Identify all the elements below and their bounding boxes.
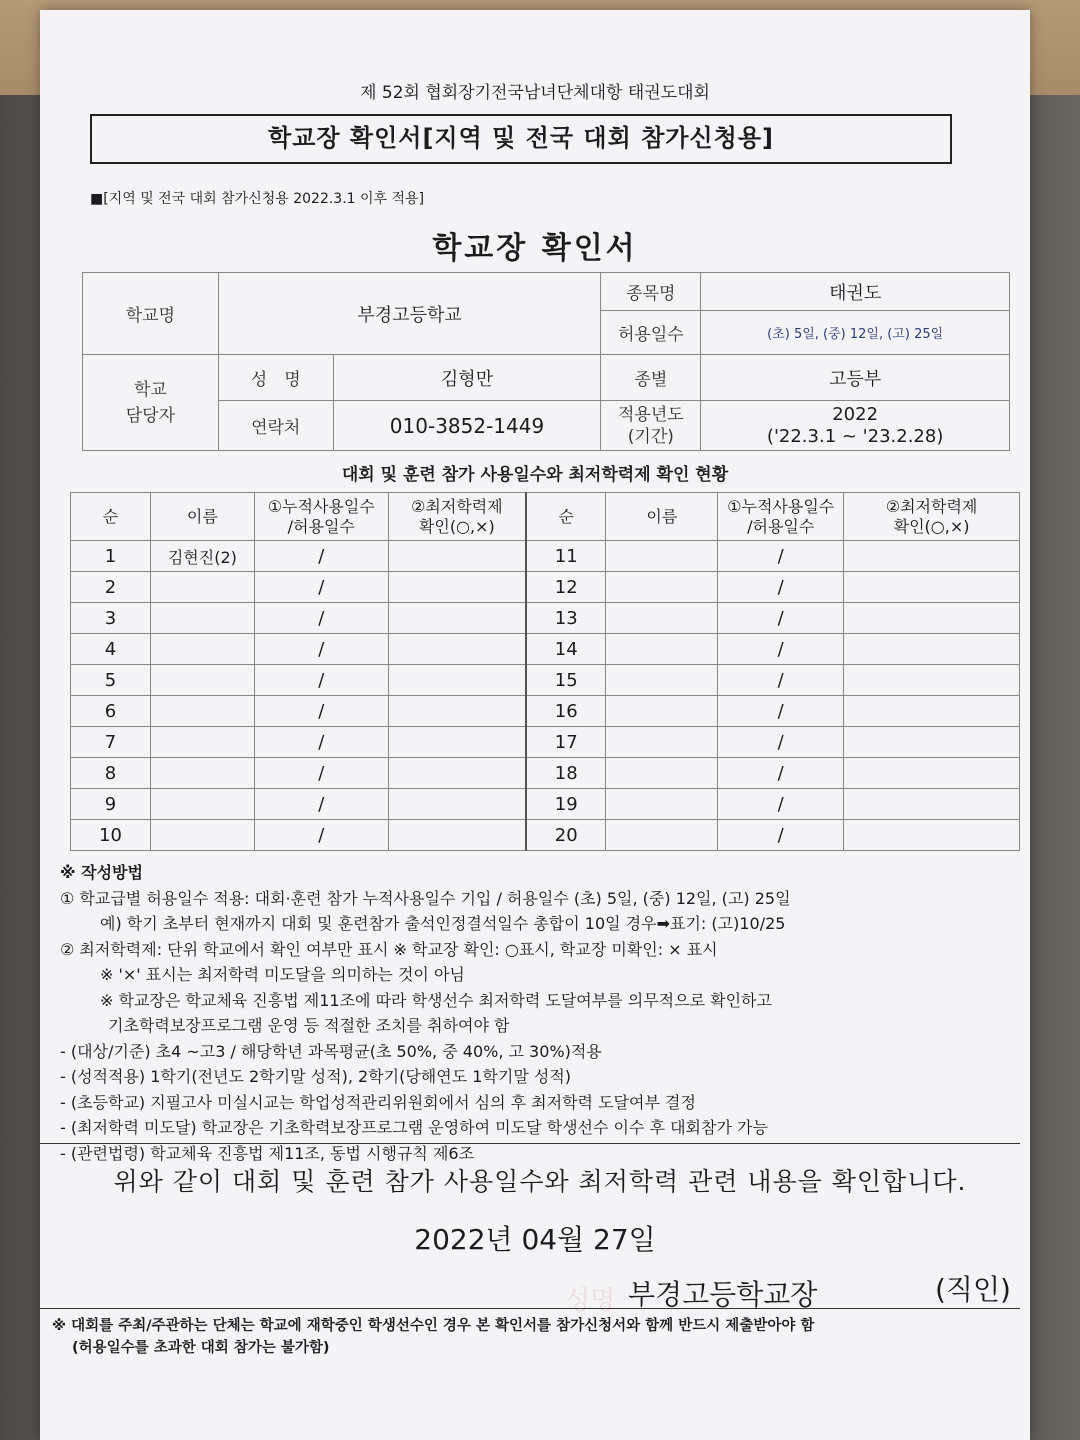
- document-paper: [40, 10, 1030, 1440]
- row-no: 9: [71, 789, 151, 820]
- table-row: [71, 758, 1020, 789]
- row-days: /: [718, 572, 844, 603]
- row-name: [606, 820, 718, 851]
- footer-line: (허용일수를 초과한 대회 참가는 불가함): [72, 1340, 330, 1356]
- allowed-days-value: (초) 5일, (중) 12일, (고) 25일: [701, 311, 1010, 355]
- issue-date: 2022년 04월 27일: [414, 1223, 656, 1256]
- manager-name-value: 김형만: [333, 355, 601, 401]
- row-name: [606, 789, 718, 820]
- row-no: 11: [526, 541, 606, 572]
- header-days: ①누적사용일수 /허용일수: [254, 493, 388, 541]
- instruction-line: - (최저학력 미도달) 학교장은 기초학력보장프로그램 운영하여 미도달 학생선수 이수 후 대회참가 가능: [60, 1118, 768, 1137]
- row-no: 20: [526, 820, 606, 851]
- participants-table: [70, 492, 1020, 851]
- row-check: [388, 758, 526, 789]
- instruction-line: - (관련법령) 학교체육 진흥법 제11조, 동법 시행규칙 제6조: [60, 1143, 475, 1163]
- row-check: [388, 789, 526, 820]
- table-row: [71, 603, 1020, 634]
- row-name: [150, 820, 254, 851]
- instruction-line: ※ '×' 표시는 최저학력 미도달을 의미하는 것이 아님: [100, 965, 465, 984]
- header-check: ②최저학력제 확인(○,×): [844, 493, 1020, 541]
- year-value: 2022 ('22.3.1 ~ '23.2.28): [701, 401, 1010, 451]
- row-check: [844, 572, 1020, 603]
- table-row: [71, 727, 1020, 758]
- row-no: 16: [526, 696, 606, 727]
- instructions: [60, 860, 1020, 1166]
- title-box: 학교장 확인서[지역 및 전국 대회 참가신청용]: [90, 114, 952, 164]
- instruction-line: - (대상/기준) 초4 ~고3 / 해당학년 과목평균(초 50%, 중 40%, 고 30%)적용: [60, 1041, 602, 1061]
- row-days: /: [718, 789, 844, 820]
- row-no: 8: [71, 758, 151, 789]
- row-name: [606, 727, 718, 758]
- row-name: [606, 603, 718, 634]
- row-days: /: [254, 541, 388, 572]
- row-days: /: [254, 603, 388, 634]
- row-check: [844, 696, 1020, 727]
- header-no: 순: [526, 493, 606, 541]
- section-title: 대회 및 훈련 참가 사용일수와 최저학력제 확인 현황: [341, 465, 729, 485]
- row-name: [606, 634, 718, 665]
- row-no: 10: [71, 820, 151, 851]
- row-check: [844, 727, 1020, 758]
- header-check: ②최저학력제 확인(○,×): [388, 493, 526, 541]
- instruction-line: ② 최저학력제: 단위 학교에서 확인 여부만 표시 ※ 학교장 확인: ○표시, 학교장 미확인: × 표시: [60, 939, 718, 959]
- school-principal: 부경고등학교장: [628, 1278, 818, 1311]
- row-days: /: [254, 634, 388, 665]
- footer-note: [52, 1315, 1022, 1359]
- row-check: [388, 541, 526, 572]
- table-row: [71, 665, 1020, 696]
- category-label: 종별: [601, 355, 701, 401]
- row-no: 2: [71, 572, 151, 603]
- row-name: [150, 789, 254, 820]
- row-name: [150, 696, 254, 727]
- table-row: [71, 696, 1020, 727]
- row-check: [388, 727, 526, 758]
- official-seal-placeholder: (직인): [935, 1273, 1011, 1306]
- stamp-ghost: 성명: [565, 1286, 616, 1316]
- row-days: /: [718, 727, 844, 758]
- row-days: /: [254, 727, 388, 758]
- row-days: /: [254, 572, 388, 603]
- info-table: [82, 272, 1010, 451]
- row-check: [388, 603, 526, 634]
- row-check: [388, 572, 526, 603]
- row-check: [388, 634, 526, 665]
- category-value: 고등부: [701, 355, 1010, 401]
- event-label: 종목명: [601, 273, 701, 311]
- row-no: 1: [71, 541, 151, 572]
- document-title: 학교장 확인서: [432, 231, 638, 266]
- row-days: /: [718, 541, 844, 572]
- row-days: /: [254, 665, 388, 696]
- row-check: [844, 789, 1020, 820]
- manager-label: 학교 담당자: [83, 355, 219, 451]
- row-check: [388, 696, 526, 727]
- row-name: 김현진(2): [150, 541, 254, 572]
- allowed-days-label: 허용일수: [601, 311, 701, 355]
- instruction-line: 기초학력보장프로그램 운영 등 적절한 조치를 취하여야 함: [108, 1016, 510, 1035]
- school-name-value: 부경고등학교: [218, 273, 601, 355]
- row-days: /: [718, 696, 844, 727]
- row-no: 19: [526, 789, 606, 820]
- instruction-line: ① 학교급별 허용일수 적용: 대회·훈련 참가 누적사용일수 기입 / 허용일수 (초) 5일, (중) 12일, (고) 25일: [60, 888, 791, 908]
- table-row: [71, 820, 1020, 851]
- row-days: /: [254, 789, 388, 820]
- row-no: 6: [71, 696, 151, 727]
- row-days: /: [254, 758, 388, 789]
- row-name: [150, 758, 254, 789]
- competition-header: 제 52회 협회장기전국남녀단체대항 태권도대회: [360, 83, 710, 103]
- instruction-line: - (초등학교) 지필고사 미실시교는 학업성적관리위원회에서 심의 후 최저학력 도달여부 결정: [60, 1092, 696, 1112]
- row-name: [150, 634, 254, 665]
- confirmation-statement: 위와 같이 대회 및 훈련 참가 사용일수와 최저학력 관련 내용을 확인합니다.: [113, 1167, 967, 1196]
- row-check: [844, 634, 1020, 665]
- row-no: 3: [71, 603, 151, 634]
- row-days: /: [254, 820, 388, 851]
- row-no: 7: [71, 727, 151, 758]
- row-check: [844, 541, 1020, 572]
- table-row: [71, 572, 1020, 603]
- row-check: [844, 758, 1020, 789]
- header-name: 이름: [606, 493, 718, 541]
- instructions-heading: ※ 작성방법: [60, 863, 143, 882]
- row-check: [388, 820, 526, 851]
- applicability-note: ■[지역 및 전국 대회 참가신청용 2022.3.1 이후 적용]: [90, 191, 425, 207]
- row-name: [150, 603, 254, 634]
- row-check: [844, 603, 1020, 634]
- table-row: [71, 789, 1020, 820]
- row-name: [606, 758, 718, 789]
- name-label: 성 명: [218, 355, 333, 401]
- row-name: [150, 572, 254, 603]
- instruction-line: 예) 학기 초부터 현재까지 대회 및 훈련참가 출석인정결석일수 총합이 10일 경우➡표기: (고)10/25: [100, 914, 786, 933]
- instruction-line: ※ 학교장은 학교체육 진흥법 제11조에 따라 학생선수 최저학력 도달여부를 의무적으로 확인하고: [100, 990, 772, 1010]
- divider: [40, 1308, 1020, 1309]
- header-no: 순: [71, 493, 151, 541]
- row-days: /: [718, 820, 844, 851]
- row-no: 14: [526, 634, 606, 665]
- footer-line: ※ 대회를 주최/주관하는 단체는 학교에 재학중인 학생선수인 경우 본 확인서를 참가신청서와 함께 반드시 제출받아야 함: [52, 1318, 815, 1334]
- row-days: /: [254, 696, 388, 727]
- contact-value: 010-3852-1449: [333, 401, 601, 451]
- row-no: 4: [71, 634, 151, 665]
- divider: [40, 1143, 1020, 1144]
- row-no: 13: [526, 603, 606, 634]
- row-days: /: [718, 634, 844, 665]
- instruction-line: - (성적적용) 1학기(전년도 2학기말 성적), 2학기(당해연도 1학기말 성적): [60, 1067, 572, 1086]
- row-check: [844, 820, 1020, 851]
- row-check: [844, 665, 1020, 696]
- row-name: [606, 665, 718, 696]
- table-row: [71, 634, 1020, 665]
- event-value: 태권도: [701, 273, 1010, 311]
- row-days: /: [718, 603, 844, 634]
- row-check: [388, 665, 526, 696]
- row-name: [606, 696, 718, 727]
- row-no: 15: [526, 665, 606, 696]
- row-name: [606, 572, 718, 603]
- header-name: 이름: [150, 493, 254, 541]
- row-name: [606, 541, 718, 572]
- header-days: ①누적사용일수 /허용일수: [718, 493, 844, 541]
- row-no: 17: [526, 727, 606, 758]
- row-no: 12: [526, 572, 606, 603]
- row-days: /: [718, 665, 844, 696]
- row-name: [150, 727, 254, 758]
- year-label: 적용년도 (기간): [601, 401, 701, 451]
- row-name: [150, 665, 254, 696]
- table-row: [71, 541, 1020, 572]
- row-no: 5: [71, 665, 151, 696]
- contact-label: 연락처: [218, 401, 333, 451]
- row-days: /: [718, 758, 844, 789]
- row-no: 18: [526, 758, 606, 789]
- school-name-label: 학교명: [83, 273, 219, 355]
